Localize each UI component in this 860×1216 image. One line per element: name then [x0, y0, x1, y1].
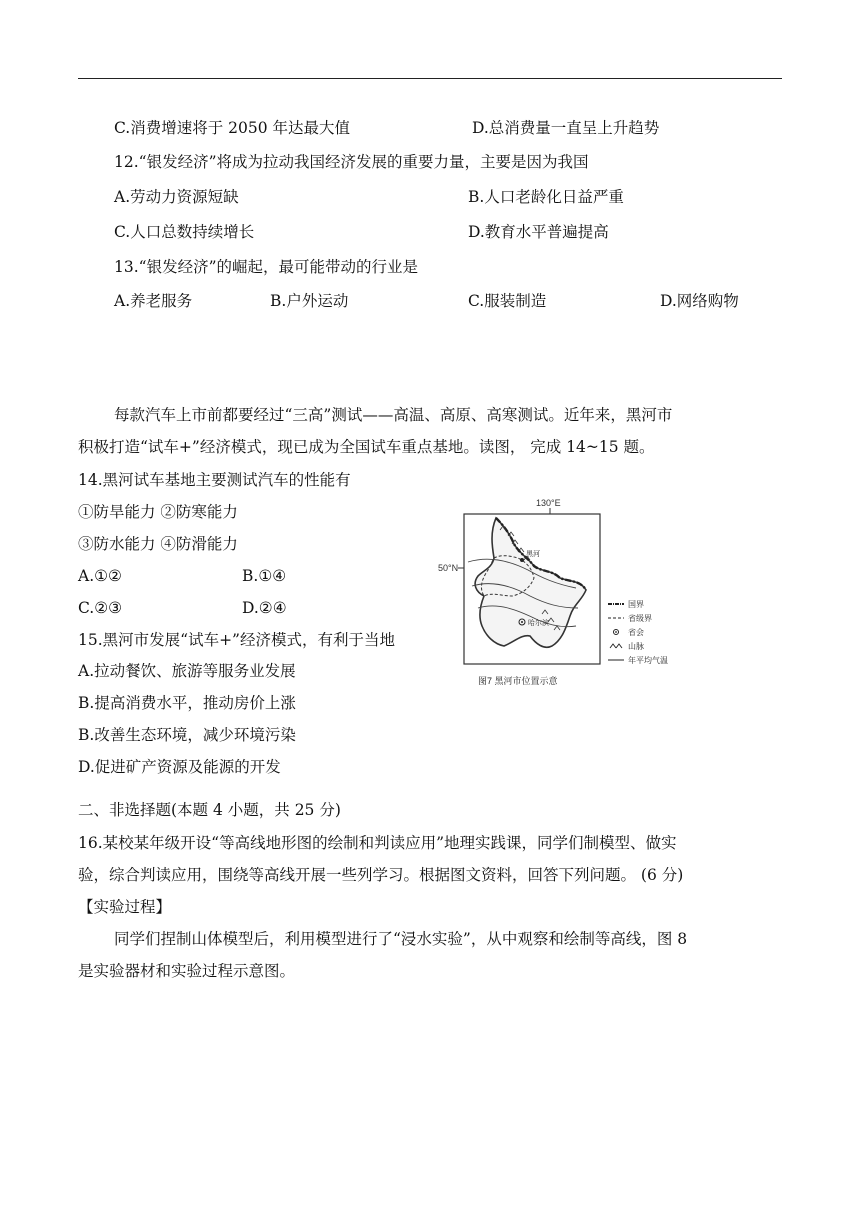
heihe-location-map: [438, 496, 708, 692]
q15-option-b: B.提高消费水平，推动房价上涨: [78, 694, 296, 712]
q11-option-d: D.总消费量一直呈上升趋势: [472, 119, 660, 137]
q12-option-a: A.劳动力资源短缺: [114, 188, 239, 206]
q11-option-c: C.消费增速将于 2050 年达最大值: [114, 119, 351, 137]
legend-mountain-symbol: [610, 644, 622, 648]
q15-option-a: A.拉动餐饮、旅游等服务业发展: [78, 662, 296, 680]
legend-province-label: 省级界: [628, 614, 652, 623]
legend-mountain-label: 山脉: [628, 642, 644, 651]
q14-stem: 14.黑河试车基地主要测试汽车的性能有: [78, 471, 351, 489]
q13-option-c: C.服装制造: [468, 292, 547, 310]
map-legend: [608, 600, 668, 665]
q13-option-a: A.养老服务: [114, 292, 193, 310]
q15-option-d: D.促进矿产资源及能源的开发: [78, 758, 281, 776]
q15-option-c: B.改善生态环境，减少环境污染: [78, 726, 296, 744]
harbin-city-label: 哈尔滨: [528, 620, 549, 627]
q13-stem: 13.“银发经济”的崛起，最可能带动的行业是: [114, 258, 418, 276]
q15-stem: 15.黑河市发展“试车+”经济模式，有利于当地: [78, 631, 395, 649]
q14-choices-1: ①防旱能力 ②防寒能力: [78, 503, 238, 521]
q14-option-a: A.①②: [78, 567, 122, 585]
longitude-label: 130°E: [536, 498, 561, 508]
q13-option-d: D.网络购物: [660, 292, 739, 310]
section2-heading: 二、非选择题(本题 4 小题，共 25 分): [78, 801, 341, 819]
q16-bracket-heading: 【实验过程】: [78, 898, 172, 916]
legend-capital-label: 省会: [628, 628, 644, 637]
q12-option-d: D.教育水平普遍提高: [468, 223, 609, 241]
q16-paragraph-1: 同学们捏制山体模型后，利用模型进行了“浸水实验”，从中观察和绘制等高线，图 8: [114, 930, 688, 948]
q14-option-b: B.①④: [242, 567, 287, 585]
q16-line-2: 验，综合判读应用，围绕等高线开展一些列学习。根据图文资料，回答下列问题。 (6 分): [78, 866, 684, 884]
passage-line-1: 每款汽车上市前都要经过“三高”测试——高温、高原、高寒测试。近年来，黑河市: [114, 406, 673, 424]
passage-line-2: 积极打造“试车+”经济模式，现已成为全国试车重点基地。读图， 完成 14~15 题。: [78, 438, 655, 456]
heihe-city-dot: [520, 558, 524, 562]
q14-option-d: D.②④: [242, 599, 287, 617]
legend-border-label: 国界: [628, 600, 644, 609]
header-rule: [78, 78, 782, 79]
harbin-capital-dot: [521, 621, 523, 623]
legend-isotherm-label: 年平均气温: [628, 656, 668, 665]
q12-option-b: B.人口老龄化日益严重: [468, 188, 624, 206]
q16-line-1: 16.某校某年级开设“等高线地形图的绘制和判读应用”地理实践课，同学们制模型、做实: [78, 834, 677, 852]
q16-paragraph-2: 是实验器材和实验过程示意图。: [78, 962, 296, 980]
q14-option-c: C.②③: [78, 599, 123, 617]
heihe-city-label: 黑河: [526, 551, 540, 558]
q12-option-c: C.人口总数持续增长: [114, 223, 255, 241]
figure-caption: 图7 黑河市位置示意: [478, 676, 558, 686]
latitude-label: 50°N: [438, 563, 459, 573]
q14-choices-2: ③防水能力 ④防滑能力: [78, 535, 238, 553]
q12-stem: 12.“银发经济”将成为拉动我国经济发展的重要力量，主要是因为我国: [114, 153, 589, 171]
q13-option-b: B.户外运动: [270, 292, 349, 310]
